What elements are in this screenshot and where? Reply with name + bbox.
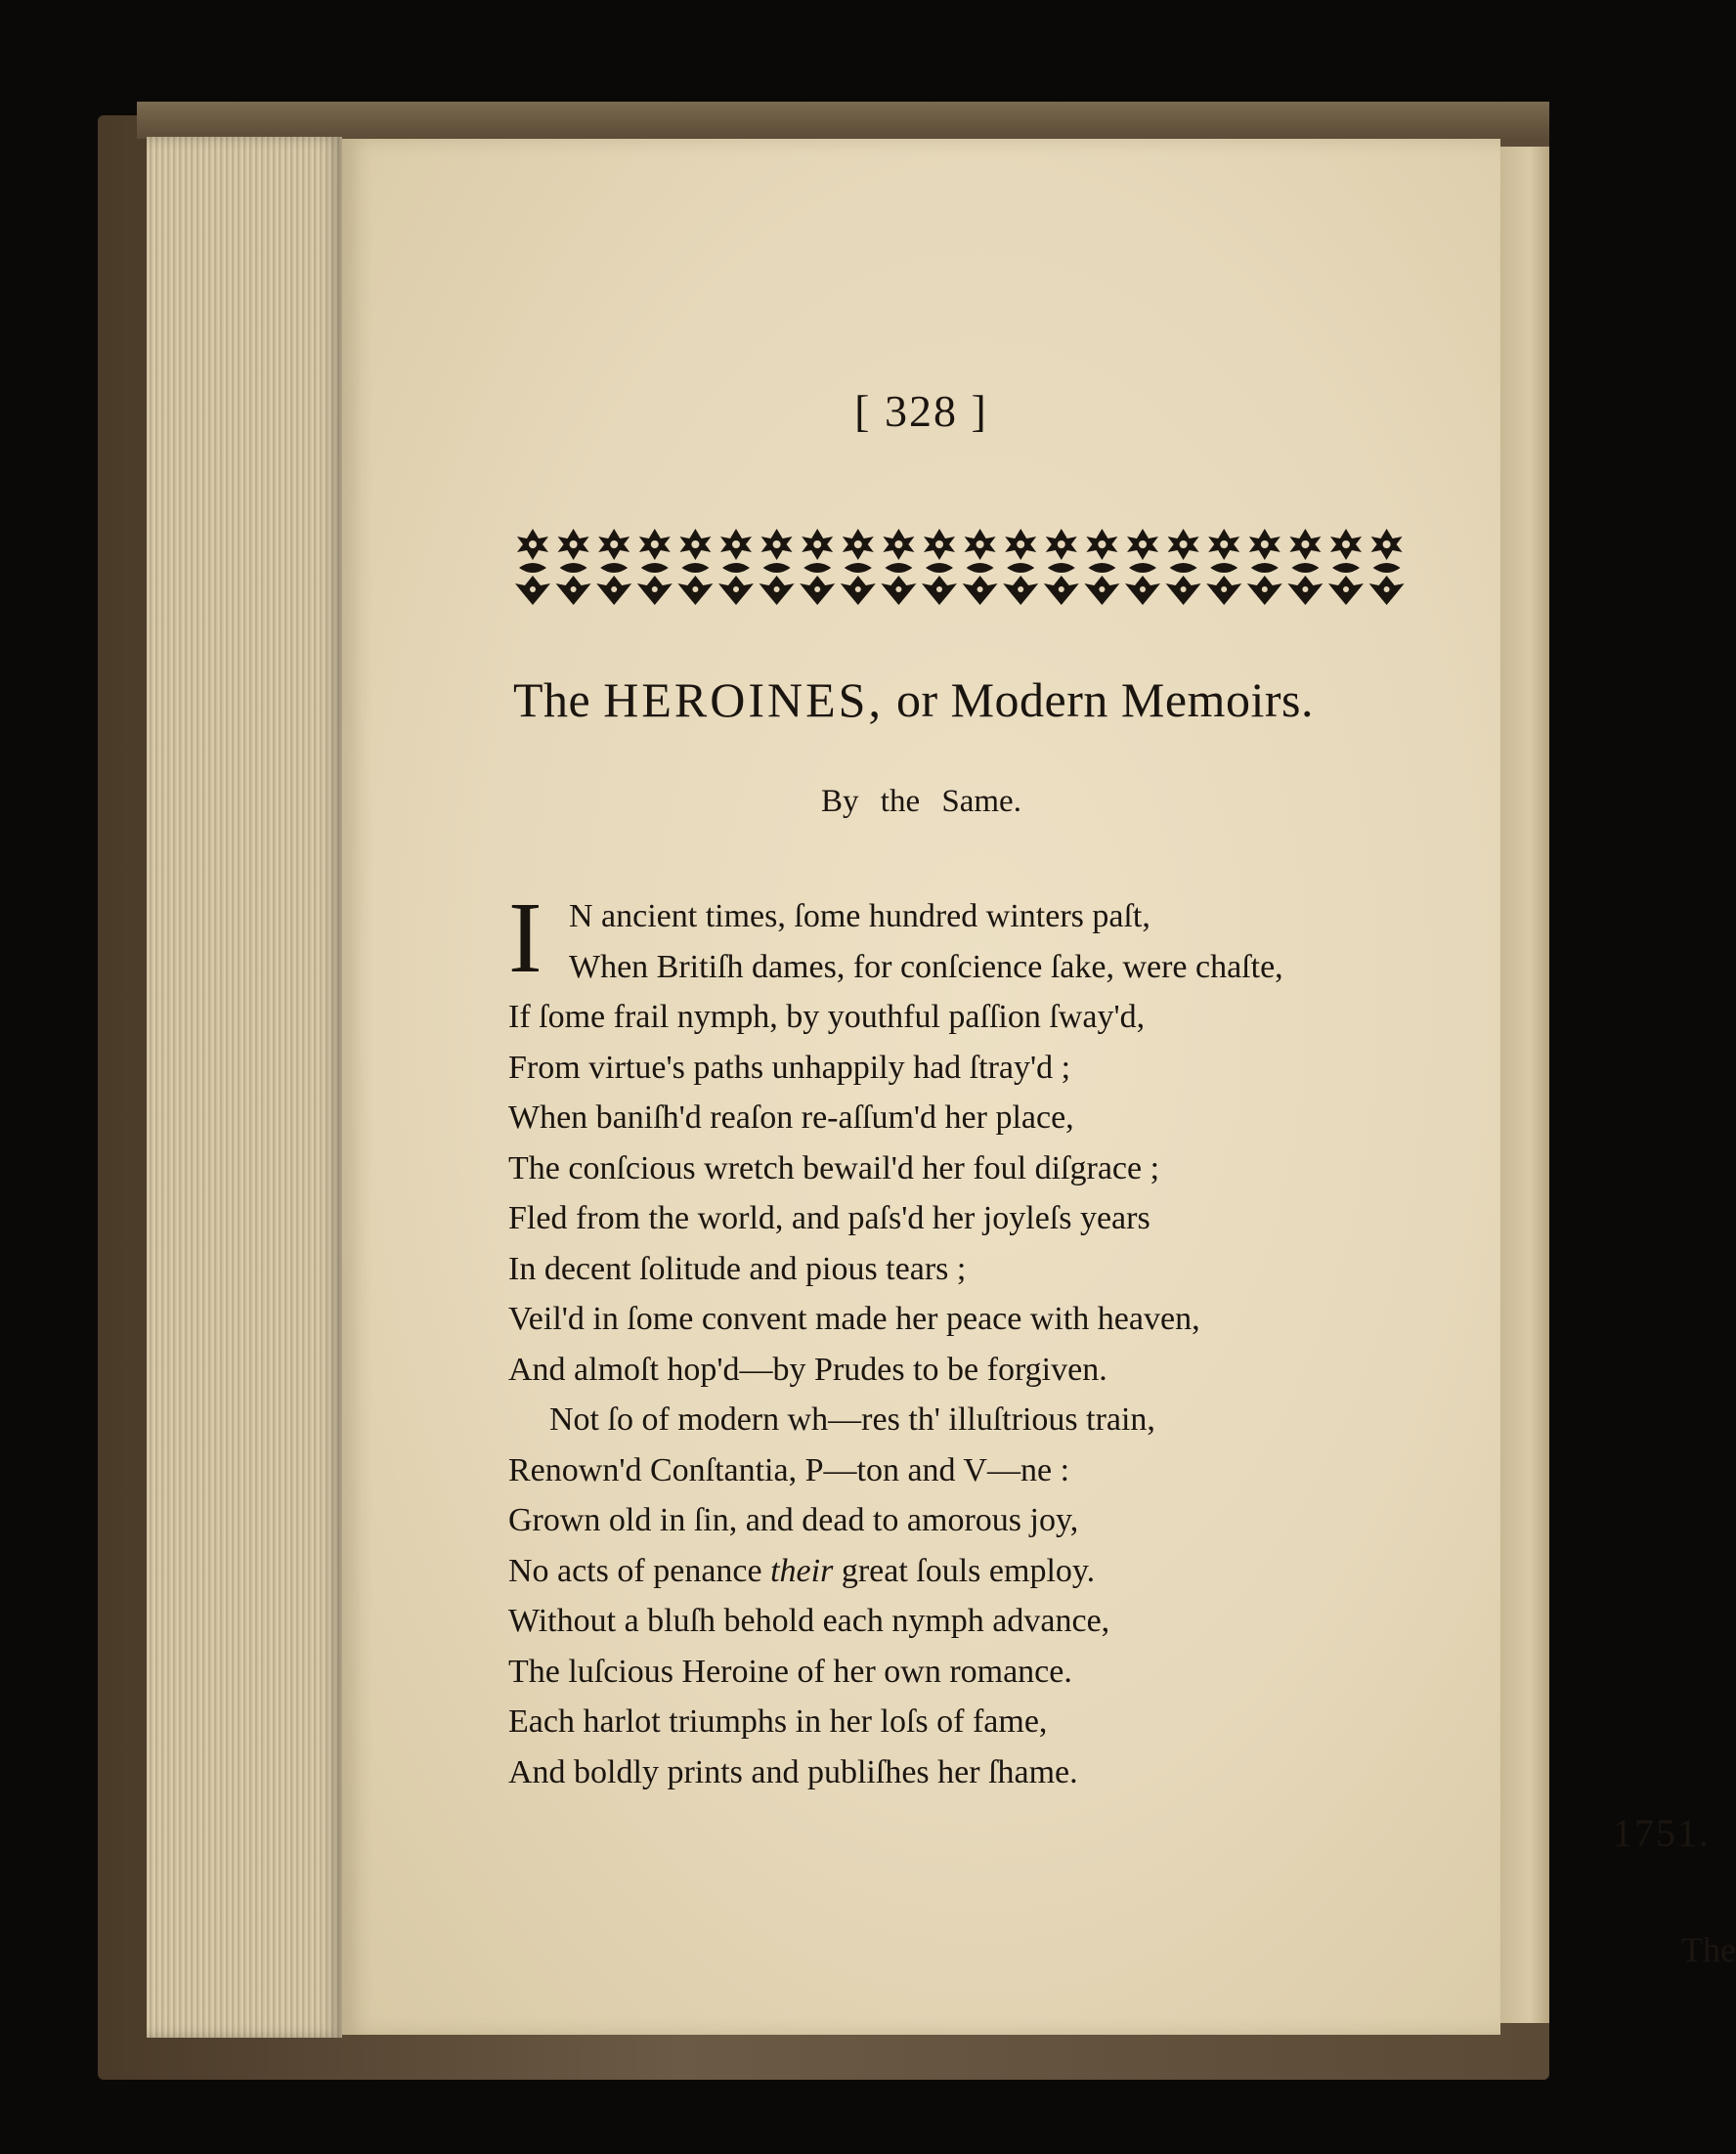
ornament-motif <box>1125 529 1160 605</box>
facing-page-edge <box>1500 147 1549 2023</box>
ornament-motif <box>1166 529 1201 605</box>
poem-line: The luſcious Heroine of her own romance. <box>508 1653 1072 1690</box>
drop-cap: I <box>508 882 542 994</box>
poem-line: Renown'd Conſtantia, P—ton and V—ne : <box>508 1451 1070 1488</box>
ornament-motif <box>1206 529 1241 605</box>
ornament-motif <box>1003 529 1038 605</box>
poem-line: If ſome frail nymph, by youthful paſſion ſway'd, <box>508 999 1146 1035</box>
ornament-motif <box>677 529 713 605</box>
poem-date: 1751. <box>1613 1811 1711 1855</box>
ornament-motif <box>556 529 591 605</box>
poem-body <box>508 882 1447 1797</box>
poem-line-part: No acts of penance <box>508 1552 762 1589</box>
ornament-motif <box>1328 529 1364 605</box>
ornament-motif <box>596 529 631 605</box>
page-number: [ 328 ] <box>854 386 988 436</box>
poem-line-emphasis: their <box>770 1552 834 1589</box>
ornament-motif <box>841 529 876 605</box>
ornament-motif <box>881 529 916 605</box>
ornament-motif <box>515 529 550 605</box>
ornament-motif <box>963 529 998 605</box>
byline: By the Same. <box>821 784 1021 819</box>
ornament-motif <box>1247 529 1282 605</box>
book-spine-top <box>137 102 1549 139</box>
poem-title <box>513 671 1422 728</box>
ornament-motif <box>718 529 754 605</box>
poem-line: When Britiſh dames, for conſcience ſake, were chaſte, <box>569 948 1283 985</box>
poem-line <box>508 1546 1447 1597</box>
catchword: The <box>1681 1930 1736 1969</box>
ornament-motif <box>800 529 835 605</box>
poem-line: Veil'd in ſome convent made her peace with heaven, <box>508 1301 1200 1337</box>
ornament-motif <box>1044 529 1079 605</box>
book-page <box>342 139 1736 2035</box>
poem-line: Fled from the world, and paſs'd her joyleſs years <box>508 1200 1150 1236</box>
ornament-motif <box>1287 529 1323 605</box>
poem-line: Each harlot triumphs in her loſs of fame, <box>508 1703 1048 1740</box>
ornament-motif <box>1084 529 1119 605</box>
ornament-motif <box>922 529 957 605</box>
poem-line: When baniſh'd reaſon re-aſſum'd her place, <box>508 1099 1074 1136</box>
poem-line-part: great ſouls employ. <box>841 1552 1096 1589</box>
poem-line: Not ſo of modern wh—res th' illuſtrious train, <box>549 1401 1155 1438</box>
poem-line: In decent ſolitude and pious tears ; <box>508 1250 967 1287</box>
ornament-motif <box>760 529 795 605</box>
ornament-motif <box>637 529 673 605</box>
poem-line: Without a bluſh behold each nymph advance, <box>508 1603 1110 1639</box>
poem-line: The conſcious wretch bewail'd her foul diſgrace ; <box>508 1149 1160 1186</box>
poem-line: And boldly prints and publiſhes her ſhame. <box>508 1753 1078 1790</box>
title-article: The <box>513 672 591 727</box>
poem-line: From virtue's paths unhappily had ſtray'd ; <box>508 1049 1071 1086</box>
poem-line: Grown old in ſin, and dead to amorous joy, <box>508 1502 1079 1538</box>
poem-line: N ancient times, ſome hundred winters paſt, <box>569 898 1150 934</box>
page-edges <box>147 137 342 2038</box>
poem-line: And almoſt hop'd—by Prudes to be forgiven. <box>508 1351 1107 1388</box>
ornament-motif <box>1369 529 1405 605</box>
title-subtitle: or Modern Memoirs. <box>895 672 1314 727</box>
decorative-ornament-band <box>513 525 1408 609</box>
title-heroines: HEROINES, <box>603 672 884 727</box>
